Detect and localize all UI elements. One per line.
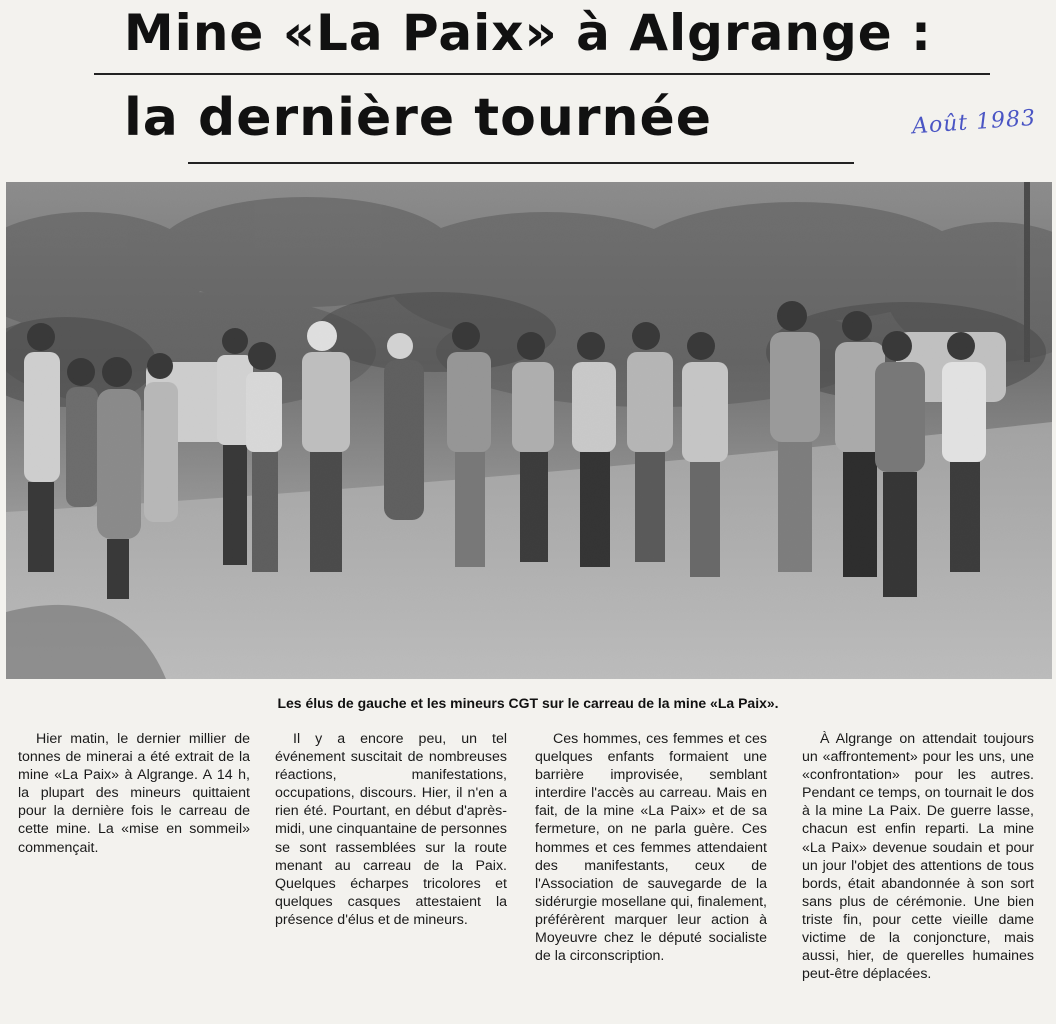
article-column-4: [802, 730, 1034, 983]
article-paragraph: Ces hommes, ces femmes et ces quelques enfants formaient une barrière improvisée, semblant interdire l'accès au carreau. Mais en fait, de la mine «La Paix» et de sa fermeture, on ne parla guère. Ces hommes et ces femmes attendaient des manifestants, ceux de l'Association de sauvegarde de la sidérurgie mosellane qui, finalement, préférèrent marquer leur action à Moyeuvre chez le député socialiste de la circonscription.: [535, 731, 767, 965]
headline-rule-2: [188, 162, 854, 164]
article-column-3: [535, 730, 767, 965]
photo-caption: Les élus de gauche et les mineurs CGT sur le carreau de la mine «La Paix».: [277, 695, 779, 711]
article-paragraph: Il y a encore peu, un tel événement suscitait de nombreuses réactions, manifestations, occupations, discours. Hier, il n'en a rien été. Pourtant, en début d'après-midi, une cinquantaine de personnes se sont rassemblées sur la route menant au carreau de la Paix. Quelques écharpes tricolores et quelques casques attestaient la présence d'élus et de mineurs.: [275, 731, 507, 928]
handwritten-date: Août 1983: [911, 105, 1037, 140]
news-photo: [6, 182, 1052, 679]
headline-rule-1: [94, 73, 990, 75]
article-column-1: [18, 730, 250, 857]
headline-line-2: la dernière tournée: [123, 88, 713, 148]
article-paragraph: Hier matin, le dernier millier de tonnes de minerai a été extrait de la mine «La Paix» à Algrange. A 14 h, la plupart des mineurs quittaient pour la dernière fois le carreau de cette mine. La «mise en sommeil» commençait.: [18, 731, 250, 856]
headline-line-1: Mine «La Paix» à Algrange :: [123, 4, 933, 62]
crowd-photo-illustration: [6, 182, 1052, 679]
article-column-2: [275, 730, 507, 929]
article-paragraph: À Algrange on attendait toujours un «affrontement» pour les uns, une «confrontation» pour les autres. Pendant ce temps, on tournait le dos à la mine La Paix. De guerre lasse, chacun est enfin reparti. La mine «La Paix» devenue soudain et pour un jour l'objet des attentions de tous bords, était abandonnée à son sort sans plus de cérémonie. Une bien triste fin, pour cette vieille dame victime de la conjoncture, mais aussi, hier, de querelles humaines peut-être déplacées.: [802, 731, 1034, 983]
